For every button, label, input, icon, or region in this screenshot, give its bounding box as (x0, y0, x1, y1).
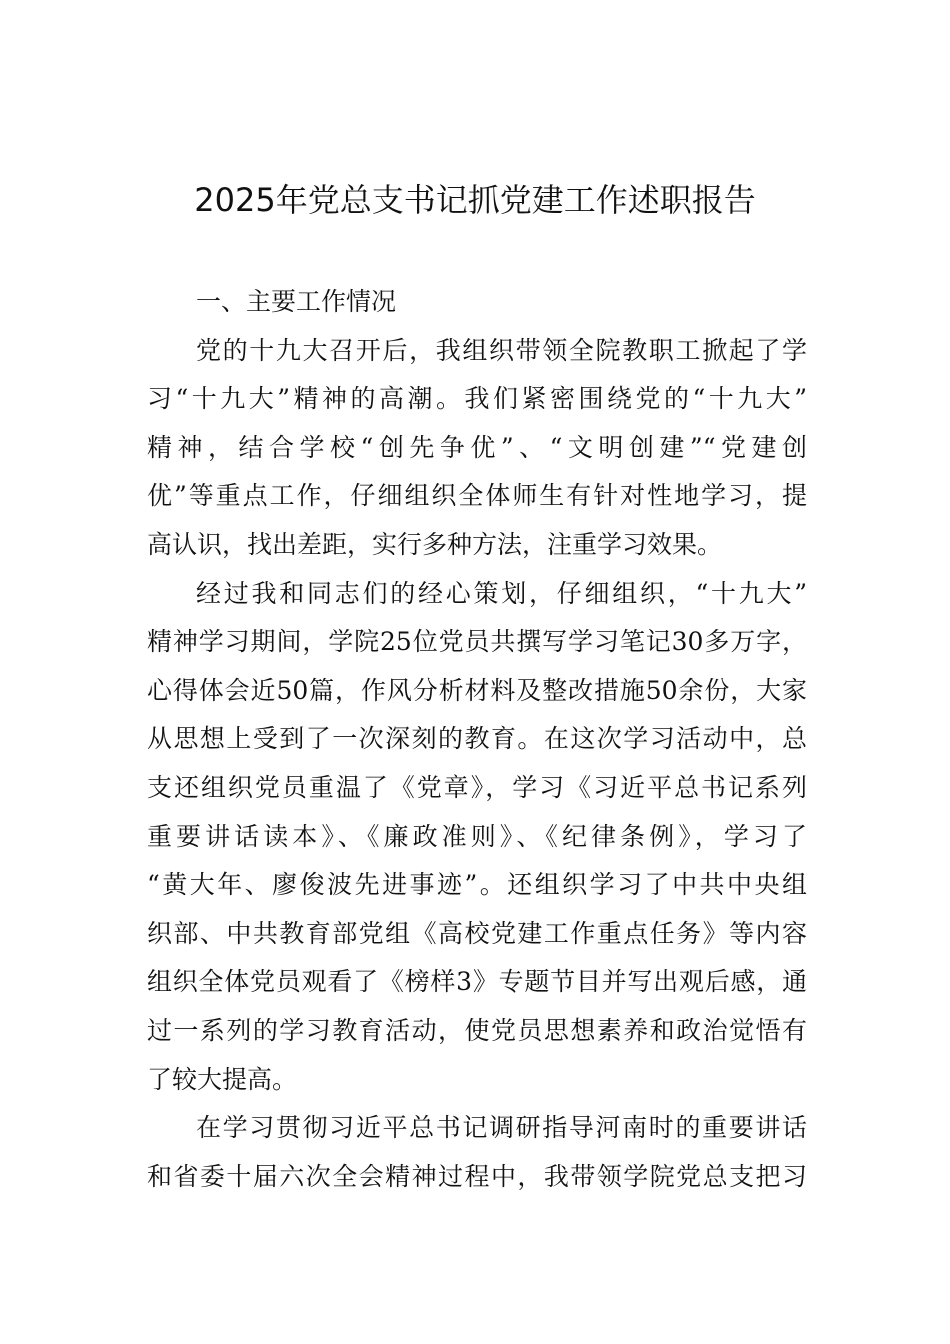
document-title: 2025年党总支书记抓党建工作述职报告 (194, 181, 756, 219)
paragraph-line: 精神，结合学校“创先争优”、“文明创建”“党建创 (147, 432, 807, 462)
paragraph-2 (147, 570, 807, 1105)
paragraph-3 (147, 1104, 807, 1201)
paragraph-line: 了较大提高。 (147, 1064, 298, 1094)
paragraph-line: 重要讲话读本》、《廉政准则》、《纪律条例》，学习了 (147, 821, 807, 851)
paragraph-line: 和省委十届六次全会精神过程中，我带领学院党总支把习 (147, 1161, 807, 1191)
paragraph-line: 组织全体党员观看了《榜样3》专题节目并写出观后感，通 (147, 967, 807, 997)
paragraph-line: 从思想上受到了一次深刻的教育。在这次学习活动中，总 (147, 724, 807, 754)
paragraph-line: 支还组织党员重温了《党章》，学习《习近平总书记系列 (147, 772, 807, 802)
section-heading: 一、主要工作情况 (196, 287, 397, 316)
paragraph-1 (147, 327, 807, 570)
paragraph-line: 心得体会近50篇，作风分析材料及整改措施50余份，大家 (147, 675, 807, 705)
paragraph-line: 经过我和同志们的经心策划，仔细组织，“十九大” (196, 578, 807, 608)
paragraph-line: 习“十九大”精神的高潮。我们紧密围绕党的“十九大” (147, 384, 807, 414)
paragraph-line: 精神学习期间，学院25位党员共撰写学习笔记30多万字， (147, 627, 807, 657)
document-body (147, 278, 807, 1201)
paragraph-line: 高认识，找出差距，实行多种方法，注重学习效果。 (147, 529, 723, 559)
paragraph-line: 织部、中共教育部党组《高校党建工作重点任务》等内容 (147, 918, 807, 948)
paragraph-line: “黄大年、廖俊波先进事迹”。还组织学习了中共中央组 (147, 870, 807, 900)
paragraph-line: 在学习贯彻习近平总书记调研指导河南时的重要讲话 (196, 1113, 807, 1143)
paragraph-line: 优”等重点工作，仔细组织全体师生有针对性地学习，提 (147, 481, 807, 511)
paragraph-line: 过一系列的学习教育活动，使党员思想素养和政治觉悟有 (147, 1015, 807, 1045)
paragraph-line: 党的十九大召开后，我组织带领全院教职工掀起了学 (196, 335, 807, 365)
